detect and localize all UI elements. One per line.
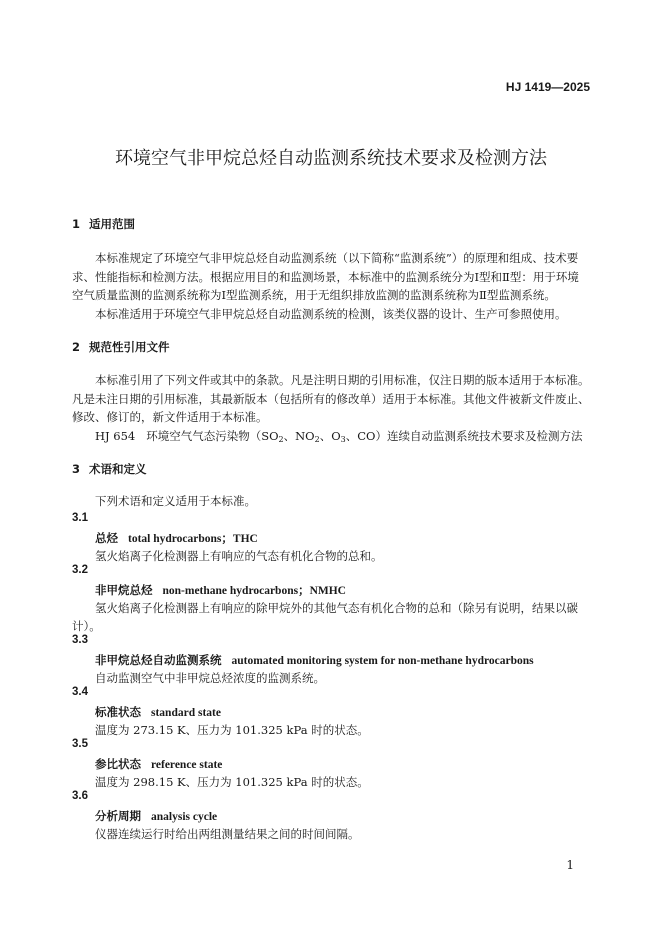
term-heading [95, 704, 221, 720]
paragraph-line: 本标准引用了下列文件或其中的条款。凡是注明日期的引用标准，仅注日期的版本适用于本标准。 [95, 373, 590, 387]
section-title: 术语和定义 [89, 462, 147, 476]
ref-text: 、NO [283, 428, 315, 443]
term-heading [95, 582, 346, 598]
section-1-heading [72, 216, 135, 232]
term-heading [95, 756, 222, 772]
term-zh: 分析周期 [95, 809, 141, 823]
section-3-heading [72, 461, 147, 477]
ref-text: 、CO）连续自动监测系统技术要求及检测方法 [345, 428, 583, 443]
paragraph-line: 求、性能指标和检测方法。根据应用目的和监测场景，本标准中的监测系统分为Ⅰ型和Ⅱ型：用于环境 [72, 269, 579, 284]
term-en: total hydrocarbons；THC [128, 533, 258, 545]
section-number: 1 [72, 217, 81, 231]
term-number: 3.4 [72, 686, 88, 698]
normative-reference [72, 427, 592, 450]
term-definition: 温度为 273.15 K、压力为 101.325 kPa 时的状态。 [95, 723, 369, 737]
paragraph-line: 凡是未注日期的引用标准，其最新版本（包括所有的修改单）适用于本标准。其他文件被新文件废止、 [72, 391, 590, 406]
section-3-intro: 下列术语和定义适用于本标准。 [95, 494, 256, 508]
reference-code: HJ 654 [95, 428, 136, 443]
term-en: non-methane hydrocarbons；NMHC [162, 585, 346, 597]
subscript: 3 [340, 434, 346, 444]
term-number: 3.6 [72, 790, 88, 802]
section-title: 适用范围 [89, 217, 135, 231]
term-zh: 非甲烷总烃 [95, 583, 153, 597]
term-zh: 总烃 [95, 531, 118, 545]
paragraph-line: 修改、修订的，新文件适用于本标准。 [72, 410, 268, 424]
page-number: 1 [566, 858, 574, 872]
section-2-body [72, 371, 592, 449]
term-definition-continued: 计）。 [72, 619, 101, 633]
term-definition: 仪器连续运行时给出两组测量结果之间的时间间隔。 [95, 827, 360, 841]
subscript: 2 [278, 434, 284, 444]
term-heading [95, 530, 258, 546]
term-number: 3.1 [72, 512, 88, 524]
section-title: 规范性引用文件 [89, 340, 170, 354]
ref-text: 环境空气气态污染物（SO [146, 428, 279, 443]
subscript: 2 [314, 434, 320, 444]
ref-text: 、O [319, 428, 341, 443]
reference-title [146, 429, 582, 443]
standard-number: HJ 1419—2025 [505, 80, 590, 94]
term-en: automated monitoring system for non-methane hydrocarbons [231, 655, 534, 667]
term-number: 3.5 [72, 738, 88, 750]
term-en: standard state [151, 707, 221, 719]
section-2-heading [72, 339, 170, 355]
term-zh: 标准状态 [95, 705, 141, 719]
term-heading [95, 808, 217, 824]
paragraph-line: 本标准规定了环境空气非甲烷总烃自动监测系统（以下简称“监测系统”）的原理和组成、技术要 [95, 251, 579, 265]
term-definition: 氢火焰离子化检测器上有响应的气态有机化合物的总和。 [95, 549, 383, 563]
term-en: analysis cycle [151, 811, 218, 823]
section-number: 3 [72, 462, 81, 476]
term-zh: 参比状态 [95, 757, 141, 771]
term-definition: 氢火焰离子化检测器上有响应的除甲烷外的其他气态有机化合物的总和（除另有说明，结果以碳 [95, 601, 578, 615]
term-zh: 非甲烷总烃自动监测系统 [95, 653, 222, 667]
term-heading [95, 652, 534, 668]
term-en: reference state [151, 759, 223, 771]
term-number: 3.3 [72, 634, 88, 646]
term-definition: 温度为 298.15 K、压力为 101.325 kPa 时的状态。 [95, 775, 369, 789]
term-number: 3.2 [72, 564, 88, 576]
paragraph-line: 空气质量监测的监测系统称为Ⅰ型监测系统，用于无组织排放监测的监测系统称为Ⅱ型监测系统。 [72, 288, 556, 302]
section-1-body [72, 249, 592, 323]
document-title: 环境空气非甲烷总烃自动监测系统技术要求及检测方法 [115, 148, 547, 169]
section-number: 2 [72, 340, 81, 354]
paragraph-line: 本标准适用于环境空气非甲烷总烃自动监测系统的检测，该类仪器的设计、生产可参照使用。 [95, 306, 567, 321]
term-definition: 自动监测空气中非甲烷总烃浓度的监测系统。 [95, 671, 325, 685]
